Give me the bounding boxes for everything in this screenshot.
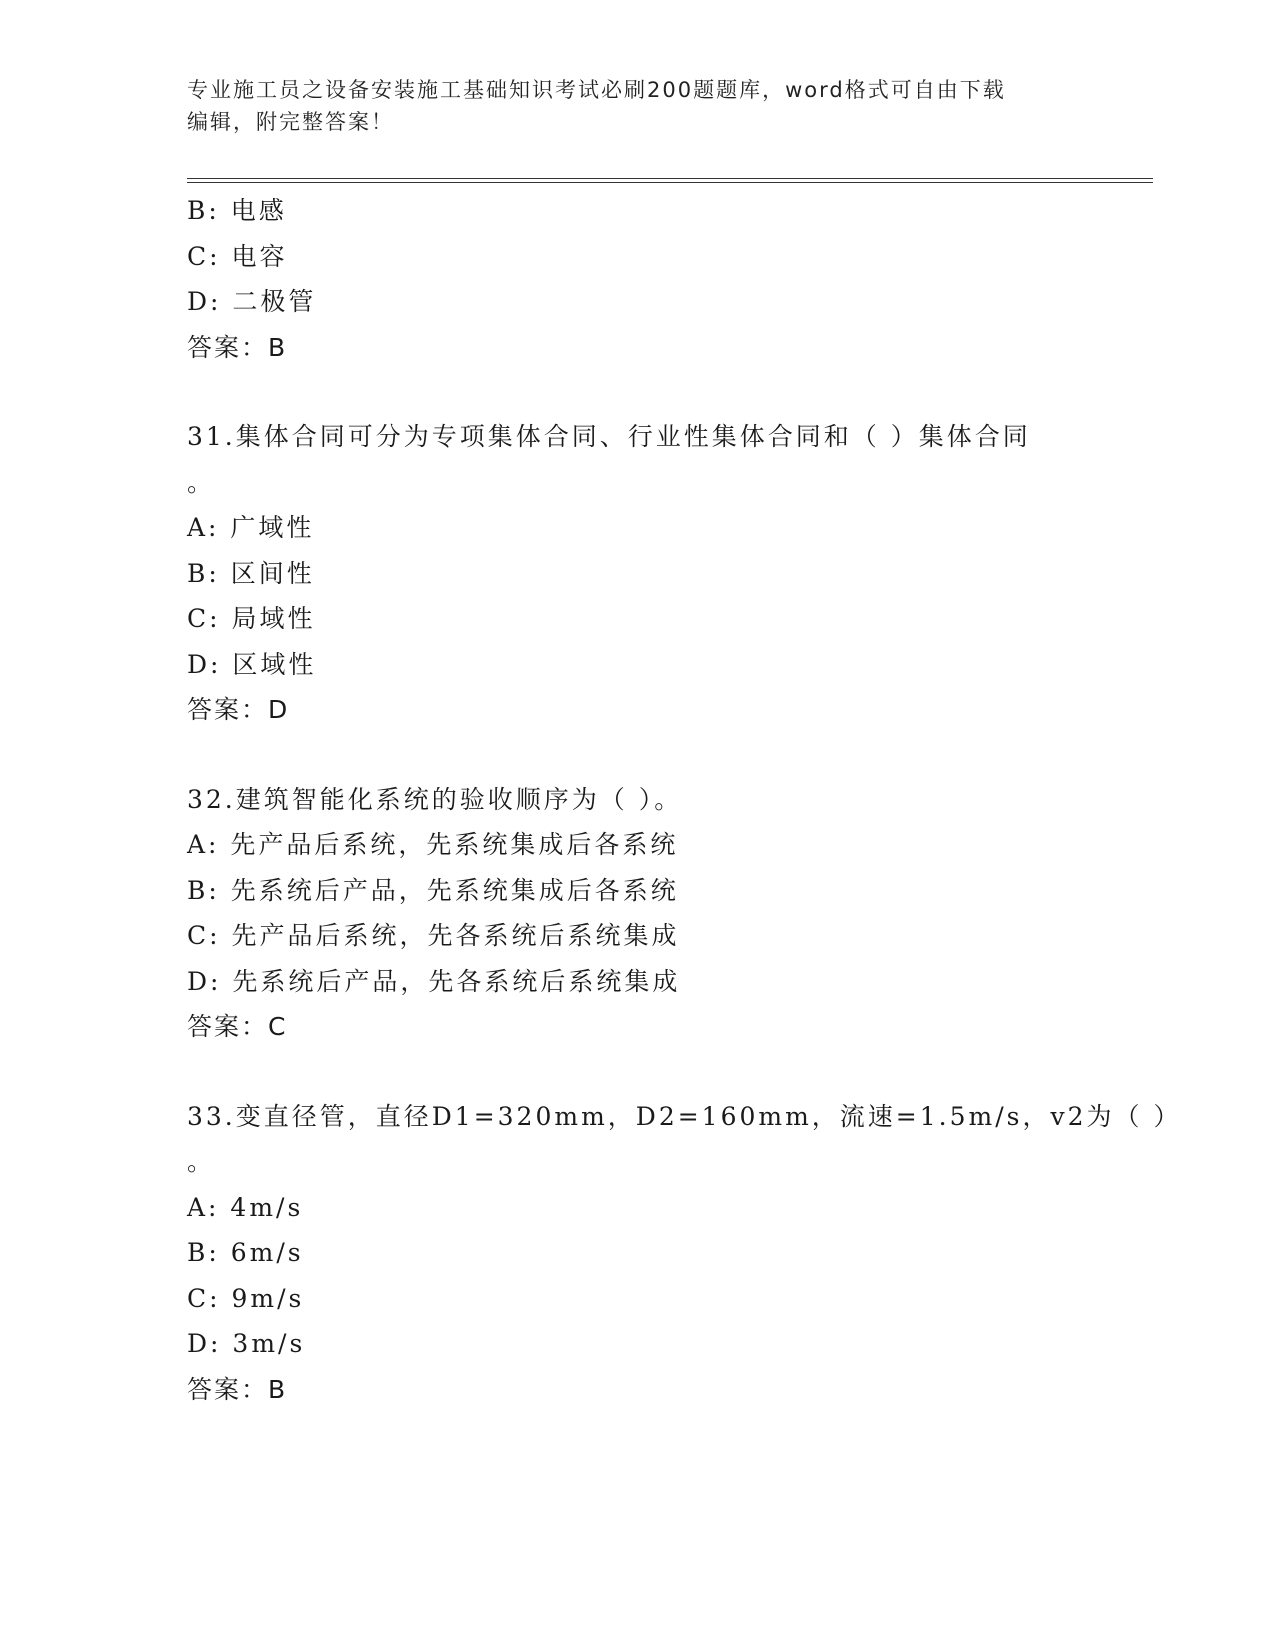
spacer xyxy=(187,1050,1107,1094)
option-b: B: 区间性 xyxy=(187,558,315,588)
option-c: C: 电容 xyxy=(187,241,288,271)
header-divider-top xyxy=(187,178,1153,179)
question-stem: 32.建筑智能化系统的验收顺序为（ ）。 xyxy=(187,784,683,814)
option-a: A: 先产品后系统，先系统集成后各系统 xyxy=(187,830,679,859)
header-line-1: 专业施工员之设备安装施工基础知识考试必刷200题题库，word格式可自由下载 xyxy=(187,78,1006,102)
question-stem: 33.变直径管，直径D1=320mm，D2=160mm，流速=1.5m/s，v2为（ ） xyxy=(187,1101,1182,1131)
prev-question-block xyxy=(187,188,1107,370)
option-d: D: 3m/s xyxy=(187,1329,306,1358)
question-32 xyxy=(187,777,1107,1050)
spacer xyxy=(187,370,1107,414)
question-stem-continuation: 。 xyxy=(187,467,216,497)
option-d: D: 区域性 xyxy=(187,649,317,679)
option-a: A: 广域性 xyxy=(187,513,315,542)
answer-line: 答案：B xyxy=(187,332,288,362)
question-stem-continuation: 。 xyxy=(187,1147,216,1176)
answer-line: 答案：C xyxy=(187,1012,288,1041)
option-b: B: 6m/s xyxy=(187,1238,304,1267)
document-header xyxy=(187,74,1067,138)
answer-line: 答案：B xyxy=(187,1374,288,1404)
option-d: D: 二极管 xyxy=(187,287,317,316)
question-list xyxy=(187,188,1182,1412)
question-stem: 31.集体合同可分为专项集体合同、行业性集体合同和（ ）集体合同 xyxy=(187,422,1031,451)
header-line-2: 编辑，附完整答案！ xyxy=(187,110,394,134)
option-c: C: 先产品后系统，先各系统后系统集成 xyxy=(187,921,680,950)
question-33 xyxy=(187,1094,1182,1413)
header-divider-bottom xyxy=(187,182,1153,183)
option-d: D: 先系统后产品，先各系统后系统集成 xyxy=(187,966,681,996)
option-a: A: 4m/s xyxy=(187,1192,304,1222)
answer-line: 答案：D xyxy=(187,695,290,724)
spacer xyxy=(187,733,1107,777)
option-b: B: 电感 xyxy=(187,196,287,225)
option-c: C: 9m/s xyxy=(187,1283,305,1313)
option-b: B: 先系统后产品，先系统集成后各系统 xyxy=(187,875,679,905)
option-c: C: 局域性 xyxy=(187,604,316,633)
question-31 xyxy=(187,414,1107,733)
